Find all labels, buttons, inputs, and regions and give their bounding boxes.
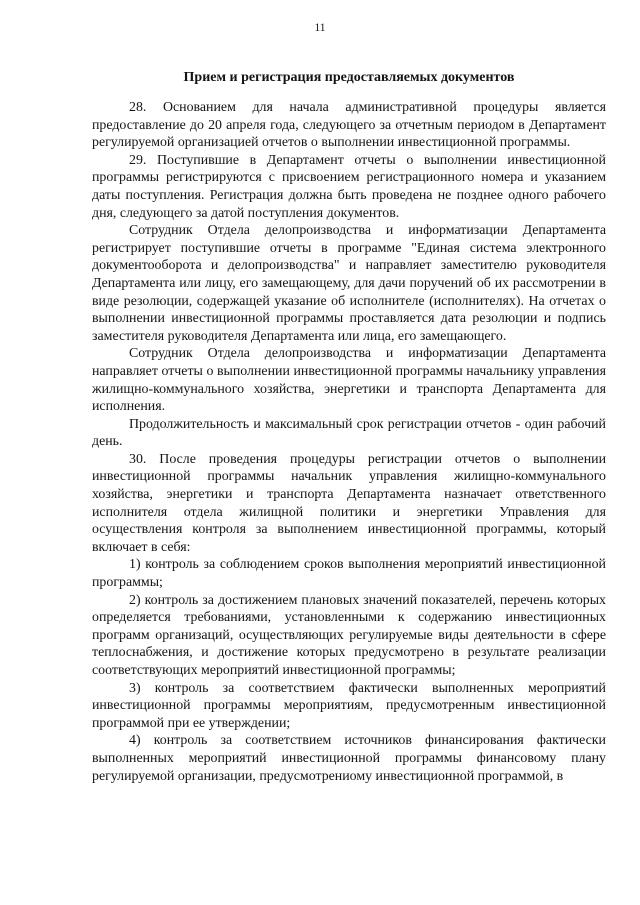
paragraph-29-duration: Продолжительность и максимальный срок регистрации отчетов - один рабочий день. [92, 416, 606, 450]
paragraph-30: 30. После проведения процедуры регистрации отчетов о выполнении инвестиционной программы начальник управления жилищно-коммунального хозяйства, энергетики и транспорта Департамента назначает ответственного исполнителя отдела жилищной политики и энергетики Управления для осуществления контроля за выполнением инвестиционной программы, который включает в себя: [92, 451, 606, 555]
paragraph-28: 28. Основанием для начала административной процедуры является предоставление до 20 апреля года, следующего за отчетным периодом в Департамент регулируемой организацией отчетов о выполнении инвестиционной программы. [92, 100, 606, 151]
paragraph-29-forwarding: Сотрудник Отдела делопроизводства и информатизации Департамента направляет отчеты о выполнении инвестиционной программы начальнику управления жилищно-коммунального хозяйства, энергетики и транспорта Департамента для исполнения. [92, 346, 606, 415]
list-item-3: 3) контроль за соответствием фактически выполненных мероприятий инвестиционной программы мероприятиям, предусмотренным инвестиционной программой при ее утверждении; [92, 680, 606, 731]
list-item-4: 4) контроль за соответствием источников финансирования фактически выполненных мероприятий инвестиционной программы финансовому плану регулируемой организации, предусмотрениому инвестиционной программой, в [92, 733, 606, 784]
paragraph-29: 29. Поступившие в Департамент отчеты о выполнении инвестиционной программы регистрируются с присвоением регистрационного номера и указанием даты поступления. Регистрация должна быть проведена не позднее одного рабочего дня, следующего за датой поступления документов. [92, 152, 606, 221]
paragraph-29-registration-clerk: Сотрудник Отдела делопроизводства и информатизации Департамента регистрирует поступившие отчеты в программе "Единая система электронного документооборота и делопроизводства" и направляет заместителю руководителя Департамента или лицу, его замещающему, для дачи поручений об их рассмотрении в виде резолюции, содержащей указание об исполнителе (исполнителях). На отчетах о выполнении инвестиционной программы проставляется дата резолюции и подпись заместителя руководителя Департамента или лица, его замещающего. [92, 223, 606, 344]
document-body [92, 99, 606, 785]
page-number: 11 [314, 22, 326, 34]
list-item-2: 2) контроль за достижением плановых значений показателей, перечень которых определяется требованиями, установленными к содержанию инвестиционных программ организаций, осуществляющих регулируемые виды деятельности в сфере теплоснабжения, и достижение которых предусмотрено в результате реализации соответствующих мероприятий инвестиционной программы; [92, 592, 606, 678]
list-item-1: 1) контроль за соблюдением сроков выполнения мероприятий инвестиционной программы; [92, 557, 606, 591]
section-heading: Прием и регистрация предоставляемых документов [183, 70, 515, 85]
